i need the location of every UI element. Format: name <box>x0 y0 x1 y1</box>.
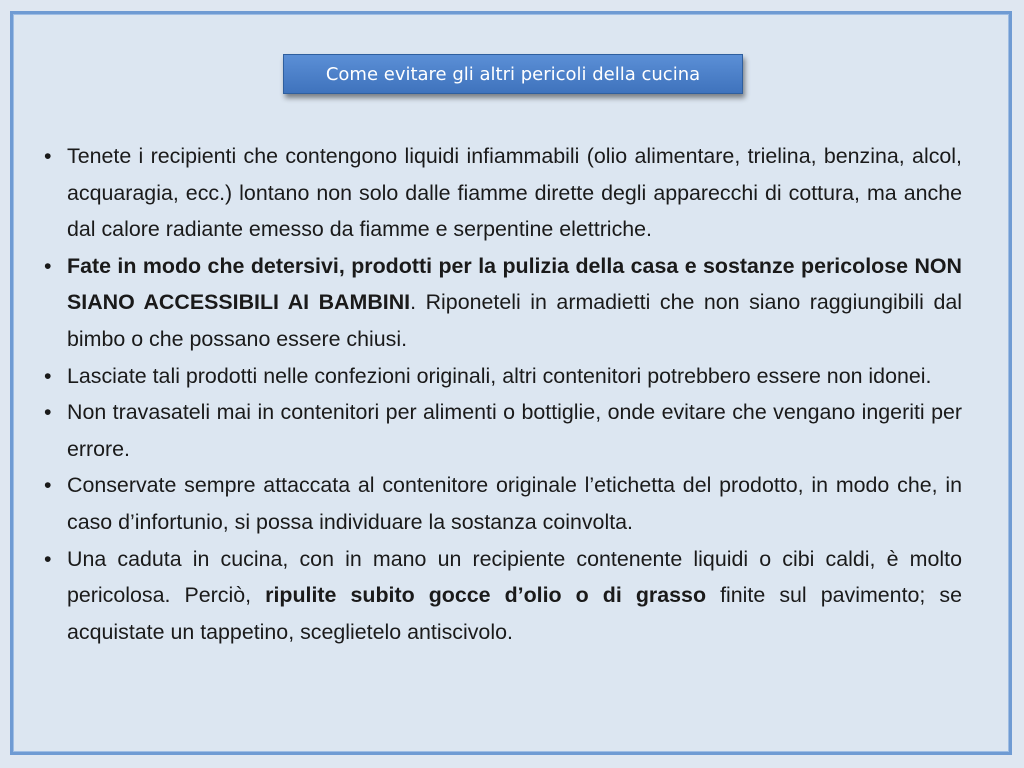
bullet-text: Tenete i recipienti che contengono liquidi infiammabili (olio alimentare, trielina, benzina, alcol, acquaragia, ecc.) lontano non solo dalle fiamme dirette degli apparecchi di cottura, ma anche dal calore radiante emesso da fiamme e serpentine elettriche. <box>67 144 962 242</box>
bullet-item <box>44 394 962 467</box>
bullet-text: finite sul pavimento; se acquistate un tappetino, sceglietelo antiscivolo. <box>67 583 963 644</box>
bullet-bold-text: ripulite subito gocce d’olio o di grasso <box>265 583 707 608</box>
bullet-item <box>44 138 962 248</box>
bullet-item <box>44 358 962 395</box>
bullet-item <box>44 248 962 358</box>
bullet-text: Una caduta in cucina, con in mano un recipiente contenente liquidi o cibi caldi, è molto pericolosa. Perciò, <box>67 546 962 608</box>
bullet-text: Non travasateli mai in contenitori per alimenti o bottiglie, onde evitare che vengano ingeriti per errore. <box>67 400 962 461</box>
bullet-list <box>44 138 962 650</box>
bullet-bold-text: Fate in modo che detersivi, prodotti per la pulizia della casa e sostanze pericolose NON SIANO ACCESSIBILI AI BAMBINI <box>67 253 962 315</box>
bullet-item <box>44 467 962 540</box>
bullet-text: Lasciate tali prodotti nelle confezioni originali, altri contenitori potrebbero essere non idonei. <box>67 363 932 388</box>
bullet-text: Conservate sempre attaccata al contenitore originale l’etichetta del prodotto, in modo che, in caso d’infortunio, si possa individuare la sostanza coinvolta. <box>67 473 962 534</box>
bullet-item <box>44 541 962 651</box>
slide-title: Come evitare gli altri pericoli della cucina <box>283 54 743 94</box>
bullet-text: . Riponeteli in armadietti che non siano raggiungibili dal bimbo o che possano essere chiusi. <box>67 290 962 351</box>
